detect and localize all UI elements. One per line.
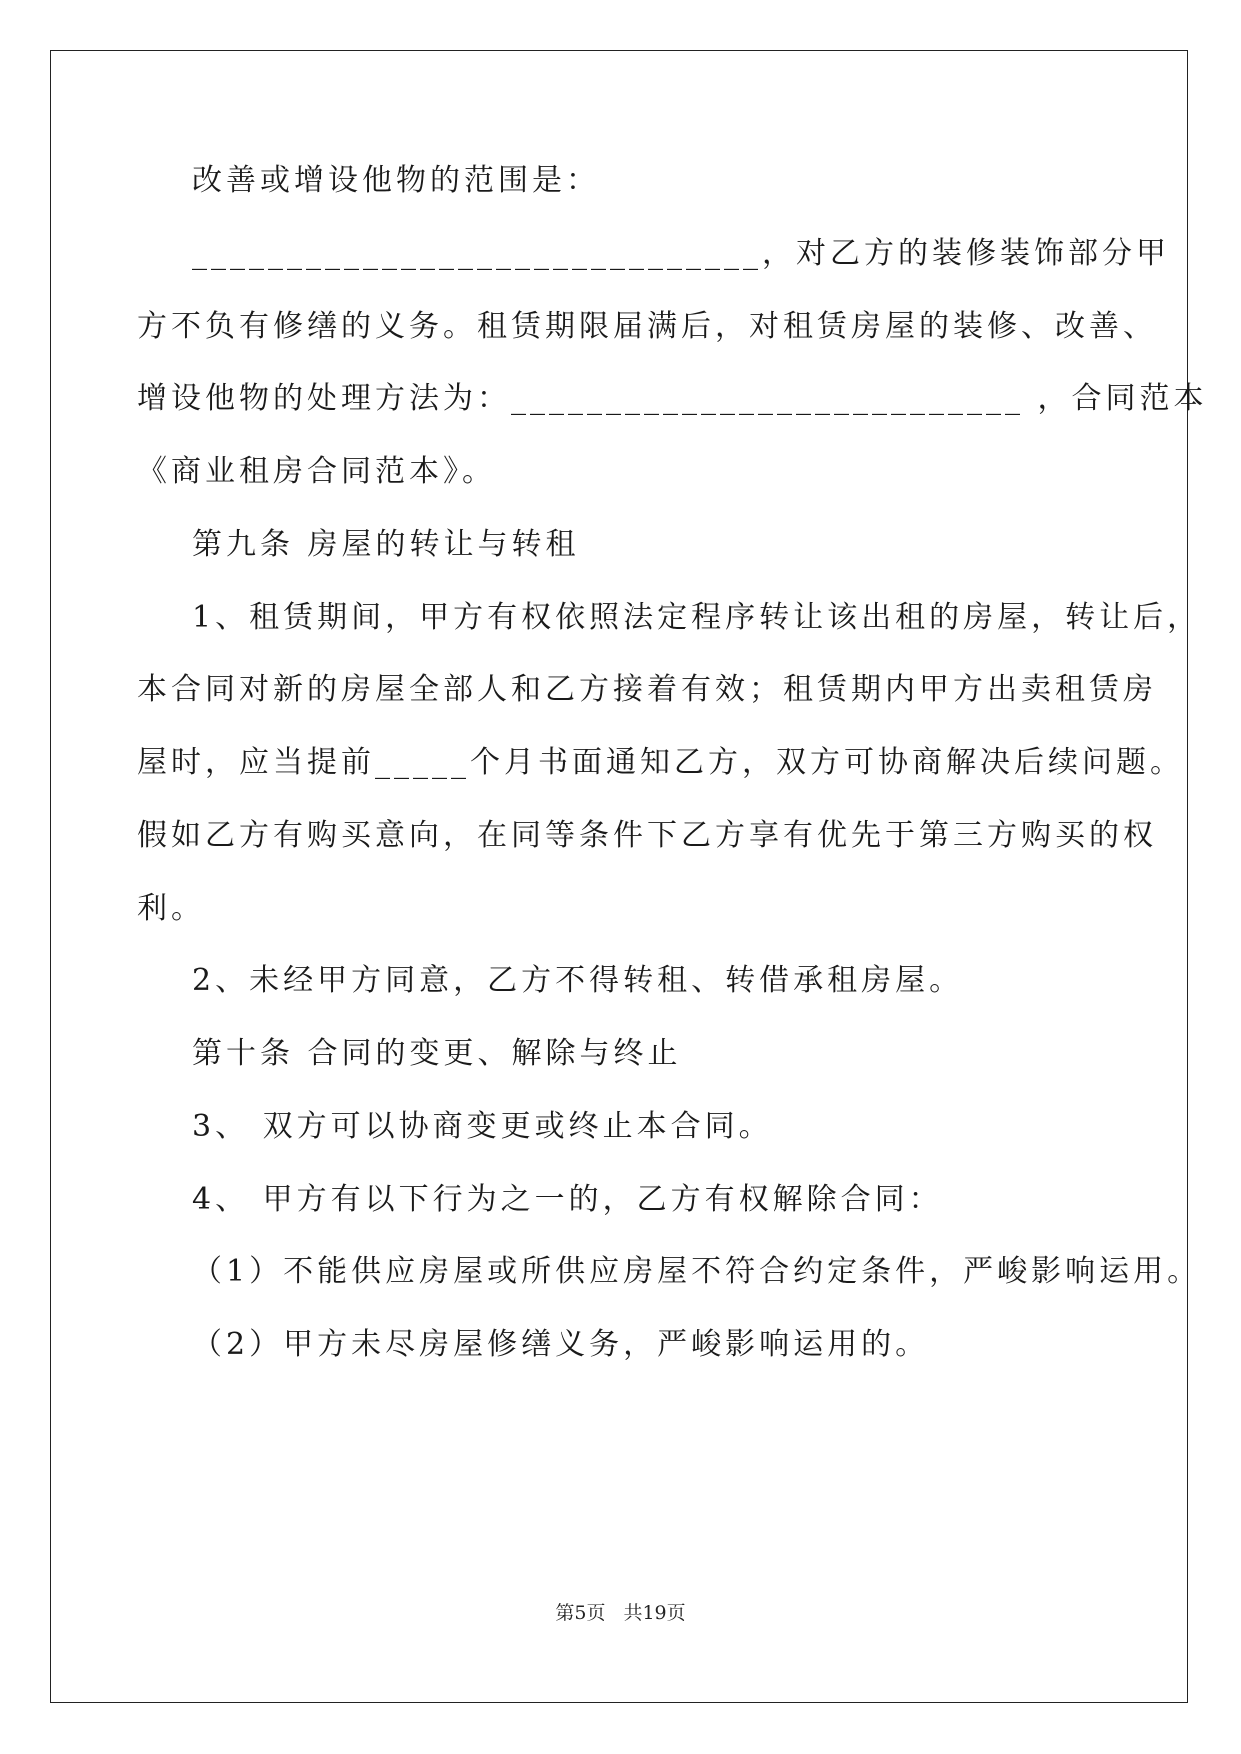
section-heading: 第九条 房屋的转让与转租 (192, 527, 580, 562)
text-line: （1）不能供应房屋或所供应房屋不符合约定条件，严峻影响运用。 (192, 1254, 1202, 1289)
text-line: 本合同对新的房屋全部人和乙方接着有效；租赁期内甲方出卖租赁房 (137, 672, 1157, 707)
page-border (50, 50, 1188, 1703)
section-heading: 第十条 合同的变更、解除与终止 (192, 1036, 682, 1071)
text-line: 方不负有修缮的义务。租赁期限届满后，对租赁房屋的装修、改善、 (137, 309, 1157, 344)
text-line: 1、租赁期间，甲方有权依照法定程序转让该出租的房屋，转让后， (192, 600, 1202, 635)
text-line: 3、 双方可以协商变更或终止本合同。 (192, 1109, 773, 1144)
current-page-number: 第5页 (555, 1602, 606, 1624)
text-line: 增设他物的处理方法为：___________________________ ，合同范本 (137, 381, 1208, 416)
text-line: （2）甲方未尽房屋修缮义务，严峻影响运用的。 (192, 1327, 930, 1362)
text-line: 假如乙方有购买意向，在同等条件下乙方享有优先于第三方购买的权 (137, 818, 1157, 853)
text-line: ______________________________，对乙方的装修装饰部分甲 (192, 236, 1170, 271)
total-pages: 共19页 (623, 1602, 686, 1624)
page-footer (0, 1598, 1241, 1625)
text-line: 《商业租房合同范本》。 (137, 454, 496, 489)
text-line: 屋时，应当提前_____个月书面通知乙方，双方可协商解决后续问题。 (137, 745, 1184, 780)
text-line: 利。 (137, 891, 205, 926)
text-line: 4、 甲方有以下行为之一的，乙方有权解除合同： (192, 1182, 943, 1217)
text-line: 改善或增设他物的范围是： (192, 163, 600, 198)
text-line: 2、未经甲方同意，乙方不得转租、转借承租房屋。 (192, 963, 964, 998)
